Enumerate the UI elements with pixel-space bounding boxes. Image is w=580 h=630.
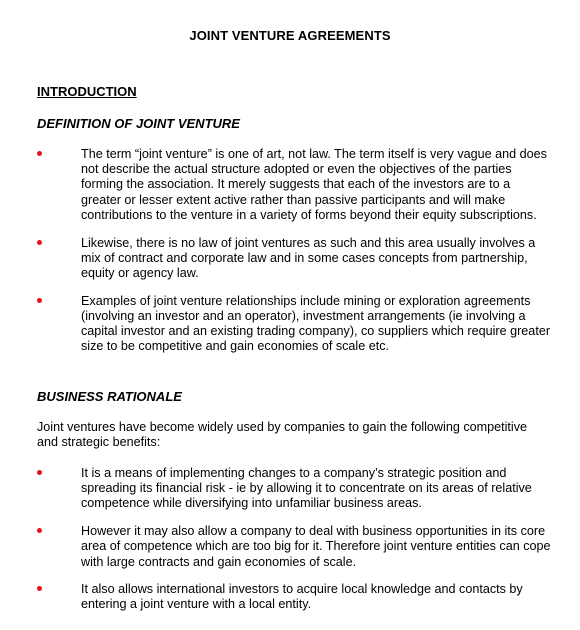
bullet-text: It is a means of implementing changes to a company’s strategic position and spreading its financial risk - ie by allowing it to concentrate on its areas of relative competence while diversifying into unfamiliar business areas. (81, 466, 532, 511)
bullet-text: The term “joint venture” is one of art, not law. The term itself is very vague and does not describe the actual structure adopted or even the objectives of the parties forming the association. It merely suggests that each of the investors are to a greater or lesser extent active rather than passive participants and will make contributions to the venture in a variety of forms beyond their equity subscriptions. (81, 147, 547, 222)
business-bullet-item (37, 466, 552, 512)
business-bullet-item (37, 524, 552, 570)
definition-heading: DEFINITION OF JOINT VENTURE (37, 116, 240, 131)
bullet-text: Examples of joint venture relationships include mining or exploration agreements (involving an investor and an operator), investment arrangements (ie involving a capital investor and an existing trading company), co suppliers which require greater size to be competitive and gain economies of scale etc. (81, 293, 551, 354)
business-bullet-list (37, 466, 552, 625)
business-intro-paragraph: Joint ventures have become widely used by companies to gain the following competitive and strategic benefits: (37, 420, 528, 450)
definition-bullet-item (37, 294, 552, 355)
definition-bullet-list (37, 147, 552, 367)
bullet-dot-icon (37, 586, 42, 591)
bullet-dot-icon (37, 298, 42, 303)
bullet-text: Likewise, there is no law of joint ventures as such and this area usually involves a mix of contract and corporate law and in some cases concepts from partnership, equity or agency law. (81, 235, 536, 280)
document-title: JOINT VENTURE AGREEMENTS (189, 28, 391, 43)
bullet-text: It also allows international investors to acquire local knowledge and contacts by entering a joint venture with a local entity. (81, 582, 523, 612)
definition-bullet-item (37, 147, 552, 223)
bullet-dot-icon (37, 151, 42, 156)
introduction-heading: INTRODUCTION (37, 84, 137, 99)
business-bullet-item (37, 582, 552, 612)
bullet-text: However it may also allow a company to deal with business opportunities in its core area of competence which are too big for it. Therefore joint venture entities can cope with large contracts and gain economies of scale. (81, 524, 551, 569)
bullet-dot-icon (37, 528, 42, 533)
bullet-dot-icon (37, 240, 42, 245)
definition-bullet-item (37, 236, 552, 282)
bullet-dot-icon (37, 470, 42, 475)
business-rationale-heading: BUSINESS RATIONALE (37, 389, 182, 404)
